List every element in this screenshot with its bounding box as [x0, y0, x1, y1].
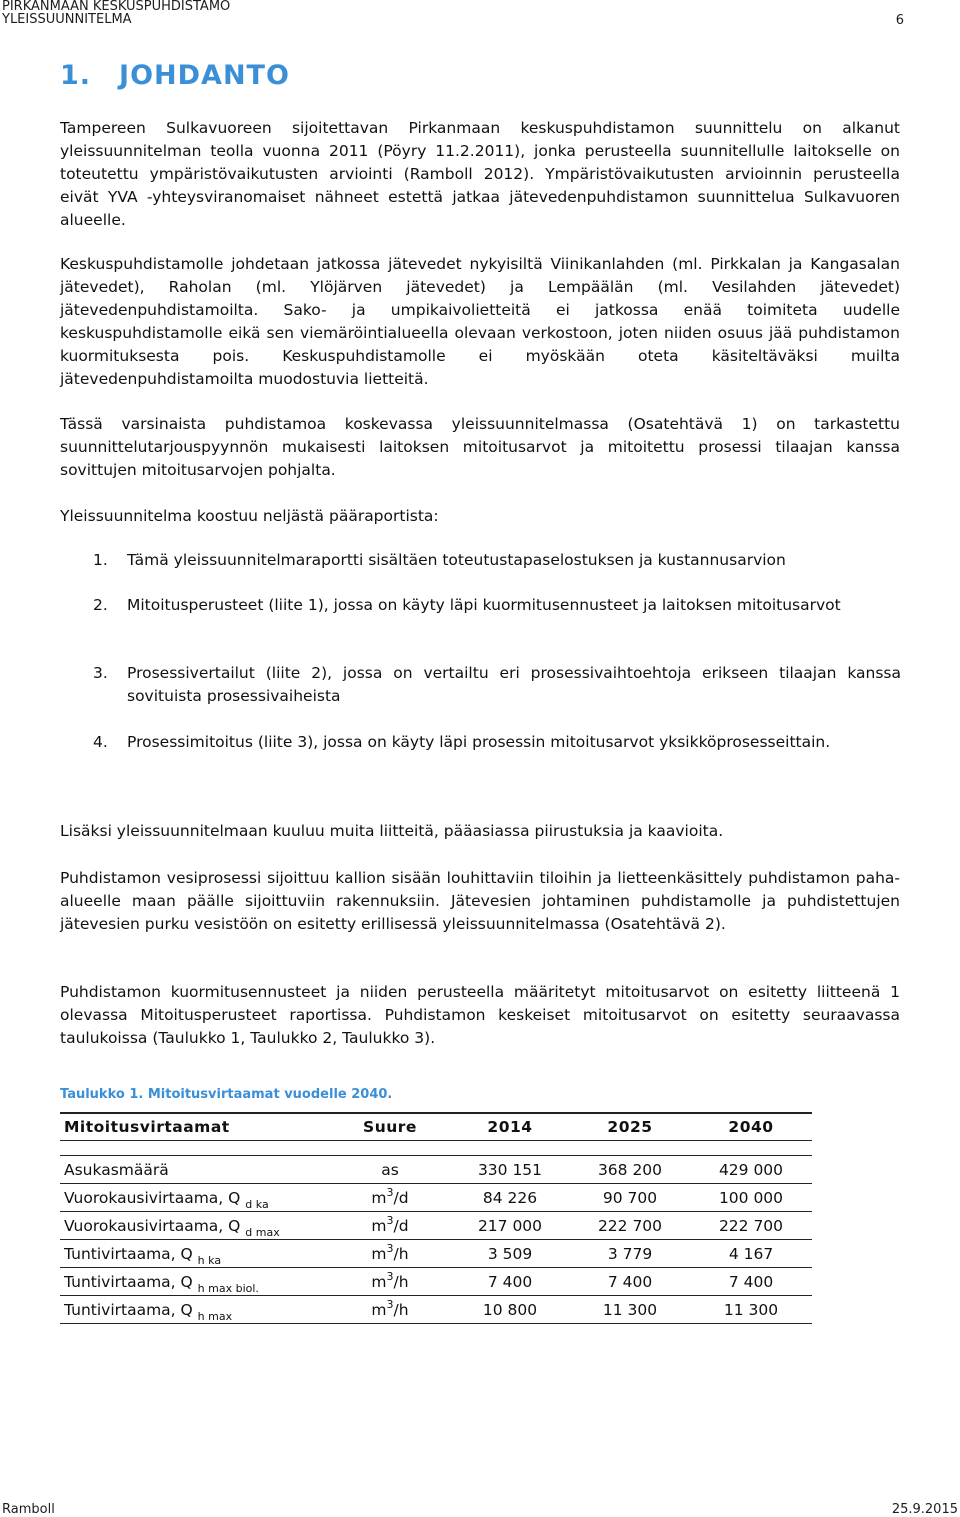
label-subscript: h max biol.: [197, 1281, 259, 1295]
list-text: Mitoitusperusteet (liite 1), jossa on käyty läpi kuormitusennusteet ja laitoksen mitoitusarvot: [127, 596, 841, 614]
table-row: [60, 1156, 812, 1184]
table-header-row: [60, 1113, 812, 1141]
row-label: Tuntivirtaama, Q $_{h max}$: [60, 1296, 330, 1324]
value-2025: 222 700: [570, 1212, 690, 1240]
row-unit: as: [330, 1156, 450, 1184]
label-subscript: h max: [197, 1309, 233, 1323]
header-line-1: PIRKANMAAN KESKUSPUHDISTAMO: [2, 0, 231, 14]
label-subscript: h ka: [197, 1253, 222, 1267]
column-header: 2025: [570, 1113, 690, 1141]
value-2040: 100 000: [690, 1184, 812, 1212]
list-text: Prosessimitoitus (liite 3), jossa on käyty läpi prosessin mitoitusarvot yksikköprosesseittain.: [127, 733, 831, 751]
section-heading: [60, 60, 290, 91]
row-unit: $m^3/d$: [330, 1184, 450, 1212]
table-spacer-row: [60, 1141, 812, 1156]
header-line-2: YLEISSUUNNITELMA: [2, 12, 132, 27]
column-header: Suure: [330, 1113, 450, 1141]
value-2014: 84 226: [450, 1184, 570, 1212]
list-number: 2.: [93, 596, 108, 614]
row-unit: $m^3/d$: [330, 1212, 450, 1240]
value-2025: 3 779: [570, 1240, 690, 1268]
row-unit: $m^3/h$: [330, 1240, 450, 1268]
table-row: [60, 1268, 812, 1296]
list-number: 3.: [93, 664, 108, 682]
value-2025: 368 200: [570, 1156, 690, 1184]
value-2040: 429 000: [690, 1156, 812, 1184]
section-title: JOHDANTO: [119, 60, 290, 91]
list-item-3: [93, 662, 901, 708]
paragraph-scope: Tässä varsinaista puhdistamoa koskevassa yleissuunnitelmassa (Osatehtävä 1) on tarkastettu suunnittelutarjouspyynnön mukaisesti laitoksen mitoitusarvot ja mitoitettu prosessi tilaajan kanssa sovittujen mitoitusarvojen pohjalta.: [60, 415, 900, 479]
value-2025: 11 300: [570, 1296, 690, 1324]
list-item-4: [93, 731, 901, 754]
list-number: 1.: [93, 551, 108, 569]
table-caption: Taulukko 1. Mitoitusvirtaamat vuodelle 2040.: [60, 1087, 393, 1102]
row-unit: $m^3/h$: [330, 1268, 450, 1296]
table-row: [60, 1212, 812, 1240]
footer-company: Ramboll: [2, 1502, 55, 1517]
list-number: 4.: [93, 733, 108, 751]
row-label: Vuorokausivirtaama, Q $_{d max}$: [60, 1212, 330, 1240]
value-2040: 222 700: [690, 1212, 812, 1240]
paragraph-wastewater-sources: Keskuspuhdistamolle johdetaan jatkossa jätevedet nykyisiltä Viinikanlahden (ml. Pirkkalan ja Kangasalan jätevedet), Raholan (ml. Ylöjärven jätevedet) ja Lempäälän (ml. Vesilahden jätevedet) jätevedenpuhdistamoilta. Sako- ja umpikaivolietteitä ei jatkossa enää toimiteta uudelle keskuspuhdistamolle eikä sen viemäröintialueella olevaan verkostoon, joten niiden osuus jää puhdistamon kuormituksesta pois. Keskuspuhdistamolle ei myöskään oteta käsiteltäväksi muilta jätevedenpuhdistamoilta muodostuvia lietteitä.: [60, 255, 900, 388]
row-label: Asukasmäärä: [60, 1156, 330, 1184]
table-row: [60, 1240, 812, 1268]
value-2040: 7 400: [690, 1268, 812, 1296]
running-header: [2, 0, 230, 26]
column-header: 2040: [690, 1113, 812, 1141]
list-item-1: [93, 549, 901, 572]
row-label: Vuorokausivirtaama, Q $_{d ka}$: [60, 1184, 330, 1212]
column-header: Mitoitusvirtaamat: [60, 1113, 330, 1141]
paragraph-intro: Tampereen Sulkavuoreen sijoitettavan Pirkanmaan keskuspuhdistamon suunnittelu on alkanut yleissuunnitelman teolla vuonna 2011 (Pöyry 11.2.2011), jonka perusteella suunnitellulle laitokselle on toteutettu ympäristövaikutusten arviointi (Ramboll 2012). Ympäristövaikutusten arvioinnin perusteella eivät YVA -yhteysviranomaiset nähneet estettä jatkaa jätevedenpuhdistamon suunnittelua Sulkavuoren alueelle.: [60, 119, 900, 229]
label-subscript: d max: [245, 1225, 280, 1239]
value-2025: 90 700: [570, 1184, 690, 1212]
value-2014: 217 000: [450, 1212, 570, 1240]
value-2040: 11 300: [690, 1296, 812, 1324]
paragraph-design-values: Puhdistamon kuormitusennusteet ja niiden perusteella määritetyt mitoitusarvot on esitetty liitteenä 1 olevassa Mitoitusperusteet raportissa. Puhdistamon keskeiset mitoitusarvot on esitetty seuraavassa taulukoissa (Taulukko 1, Taulukko 2, Taulukko 3).: [60, 983, 900, 1047]
value-2014: 3 509: [450, 1240, 570, 1268]
row-label: Tuntivirtaama, Q $_{h max biol.}$: [60, 1268, 330, 1296]
row-unit: $m^3/h$: [330, 1296, 450, 1324]
label-subscript: d ka: [245, 1197, 269, 1211]
value-2040: 4 167: [690, 1240, 812, 1268]
paragraph-process-location: Puhdistamon vesiprosessi sijoittuu kallion sisään louhittaviin tiloihin ja lietteenkäsittely puhdistamon paha-alueelle maan päälle sijoittuviin rakennuksiin. Jätevesien johtaminen puhdistamolle ja puhdistettujen jätevesien purku vesistöön on esitetty erillisessä yleissuunnitelmassa (Osatehtävä 2).: [60, 869, 900, 933]
list-item-2: [93, 594, 901, 617]
list-text: Tämä yleissuunnitelmaraportti sisältäen toteutustapaselostuksen ja kustannusarvion: [127, 551, 786, 569]
page-number: 6: [895, 13, 904, 28]
paragraph-reports-intro: Yleissuunnitelma koostuu neljästä pääraportista:: [60, 507, 439, 525]
section-number: 1.: [60, 60, 92, 91]
table-row: [60, 1184, 812, 1212]
row-label: Tuntivirtaama, Q $_{h ka}$: [60, 1240, 330, 1268]
list-text: Prosessivertailut (liite 2), jossa on vertailtu eri prosessivaihtoehtoja erikseen tilaajan kanssa sovituista prosessivaiheista: [127, 664, 901, 705]
table-row: [60, 1296, 812, 1324]
paragraph-attachments: Lisäksi yleissuunnitelmaan kuuluu muita liitteitä, pääasiassa piirustuksia ja kaavioita.: [60, 822, 724, 840]
footer-date: 25.9.2015: [891, 1502, 958, 1517]
column-header: 2014: [450, 1113, 570, 1141]
design-flows-table: [60, 1112, 812, 1324]
value-2014: 7 400: [450, 1268, 570, 1296]
value-2025: 7 400: [570, 1268, 690, 1296]
value-2014: 330 151: [450, 1156, 570, 1184]
value-2014: 10 800: [450, 1296, 570, 1324]
